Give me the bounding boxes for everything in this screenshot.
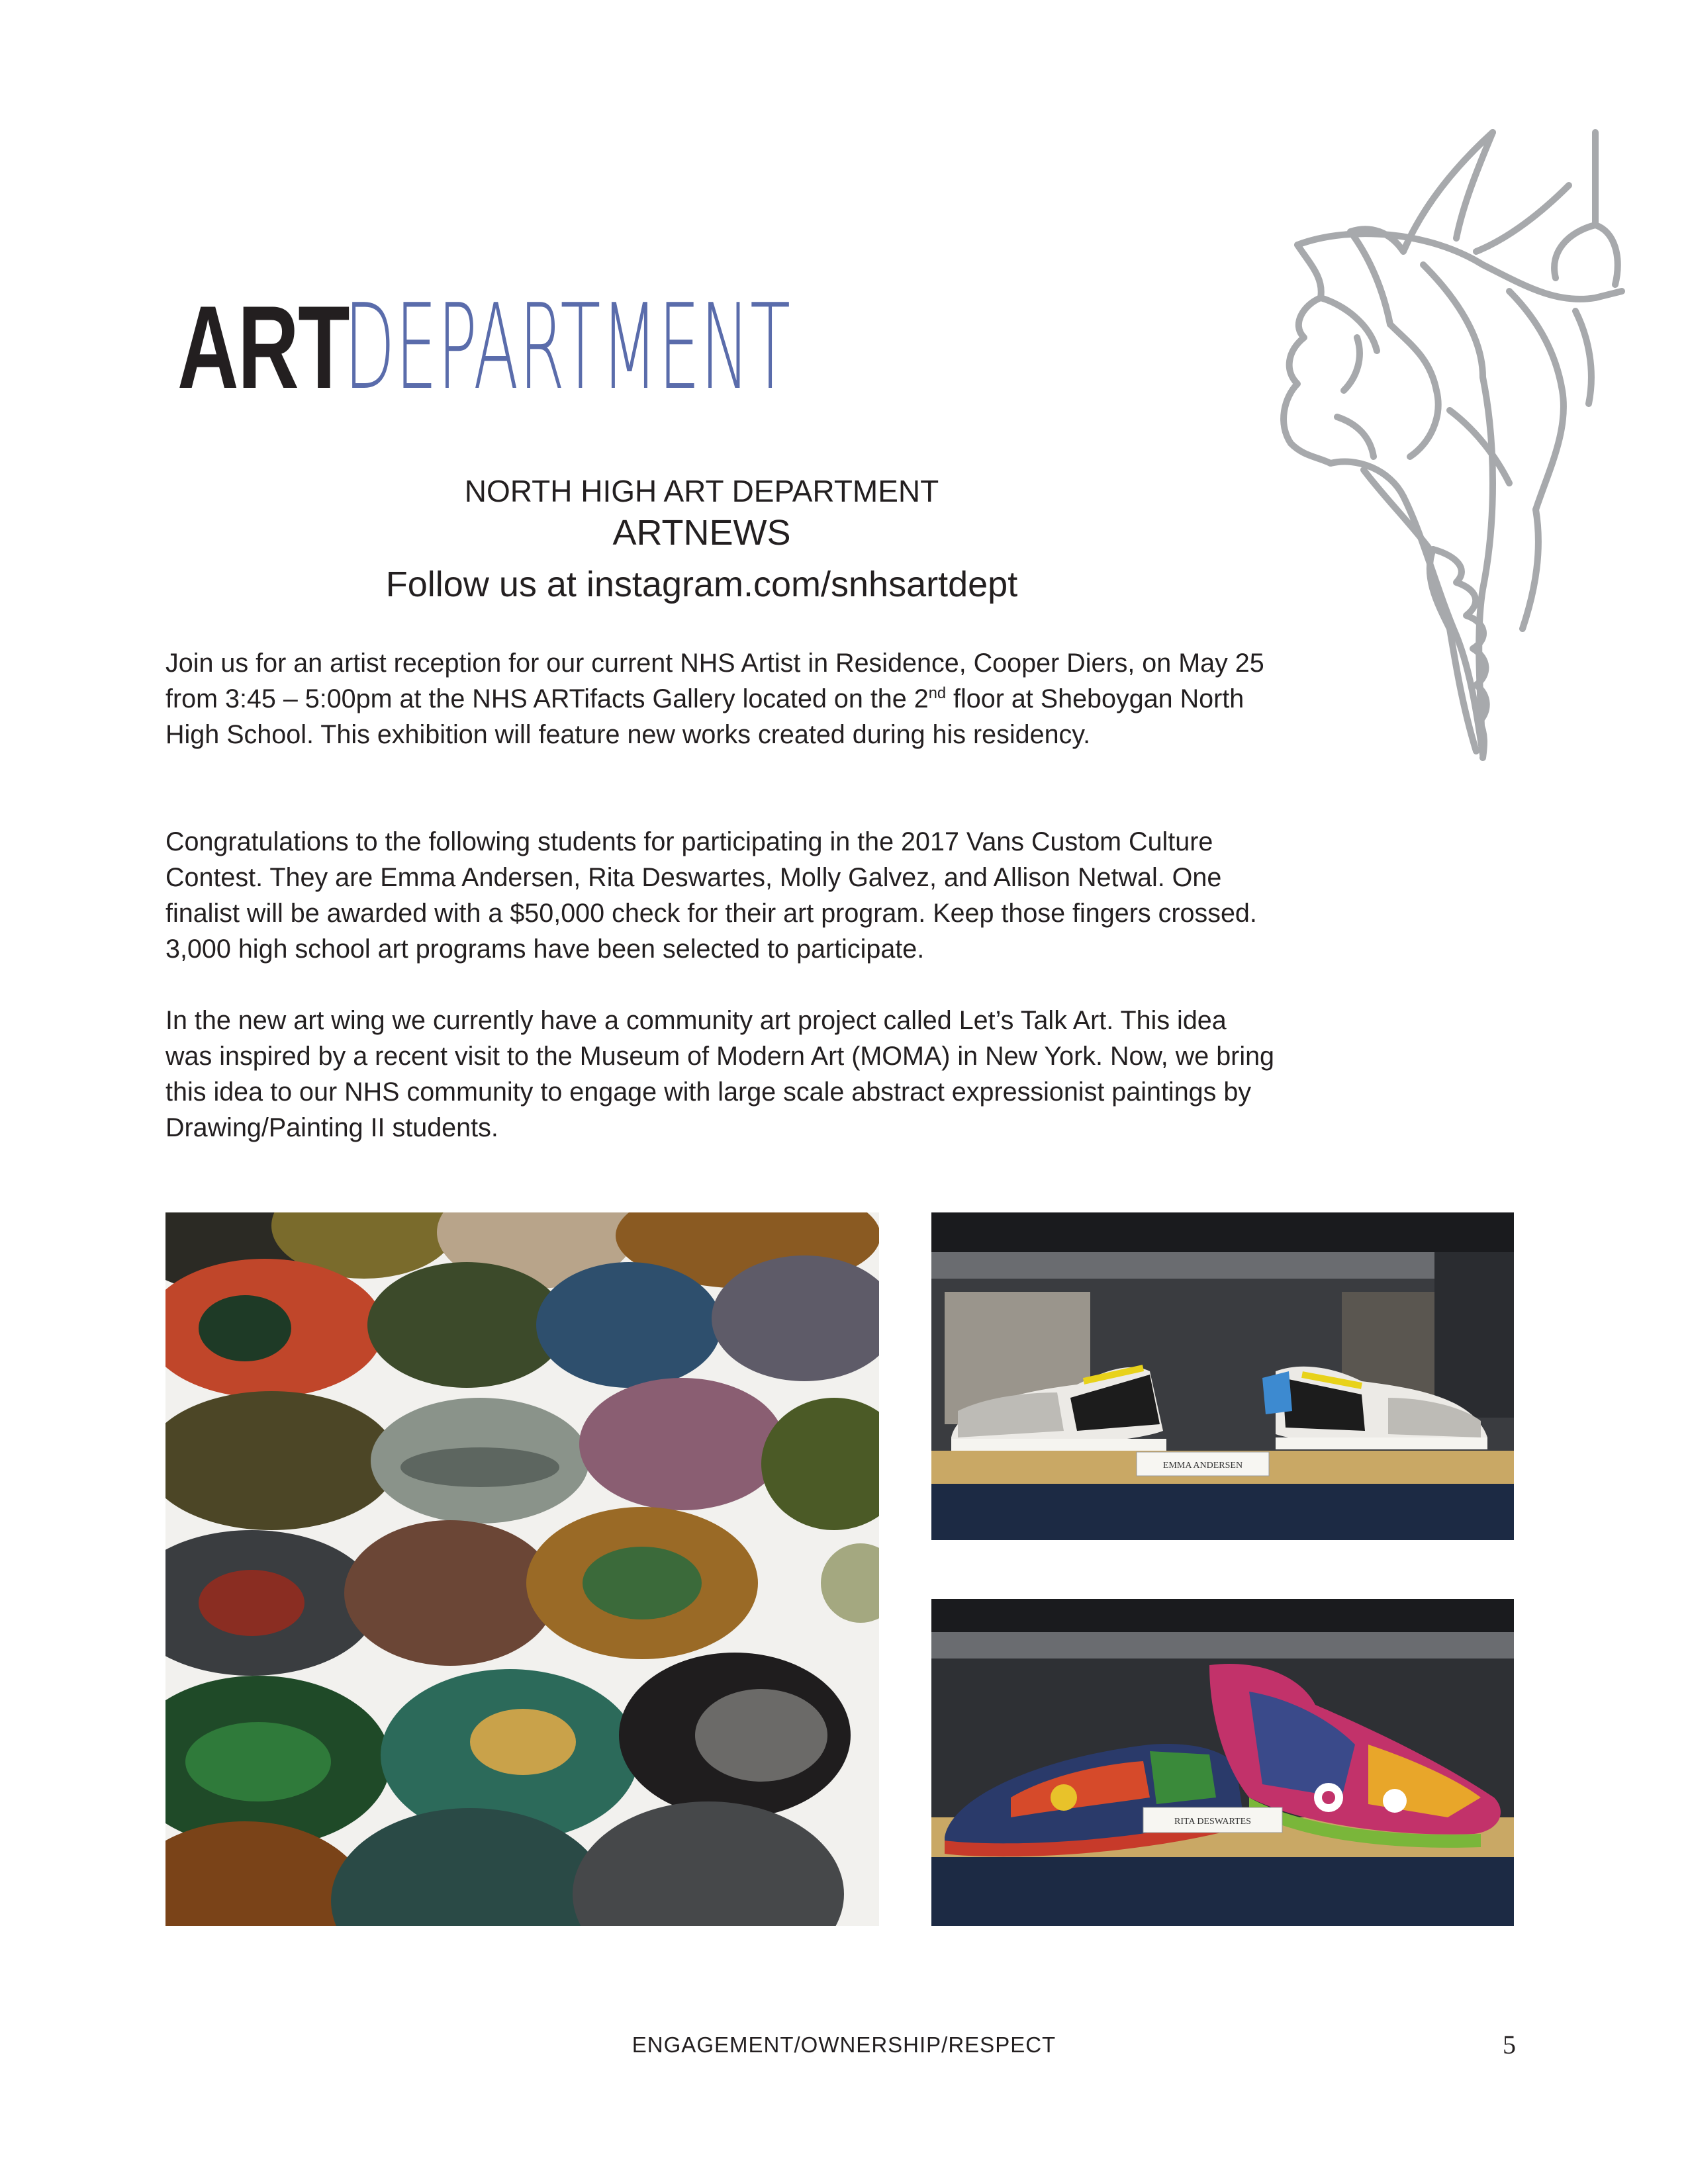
paragraph-lets-talk-art: In the new art wing we currently have a community art project called Let’s Talk Art. This idea was inspired by a recent visit to the Museum of Modern Art (MOMA) in New York. Now, we bring this idea to our NHS community to engage with large scale abstract expressionist paintings by Drawing/Painting II students. (165, 1006, 1275, 1142)
paragraph-vans-contest: Congratulations to the following students for participating in the 2017 Vans Custom Culture Contest. They are Emma Andersen, Rita Deswartes, Molly Galvez, and Allison Netwal. One finalist will be awarded with a $50,000 check for their art program. Keep those fingers crossed. 3,000 high school art programs have been selected to participate. (165, 827, 1257, 964)
page-heading (177, 279, 953, 416)
shoe-label-rita: RITA DESWARTES (1174, 1817, 1251, 1827)
page-number: 5 (1503, 2030, 1516, 2060)
ordinal-suffix: nd (928, 684, 947, 702)
paragraph-artist-reception: Join us for an artist reception for our current NHS Artist in Residence, Cooper Diers, on May 25 from 3:45 – 5:00pm at the NHS ARTifacts Gallery located on the 2nd floor at Sheboygan North High School. This exhibition will feature new works created during his residency. (165, 649, 1264, 749)
heading-bold-word: ART (177, 281, 350, 413)
instagram-follow-line: Follow us at instagram.com/snhsartdept (385, 565, 1018, 604)
shoe-label-emma: EMMA ANDERSEN (1162, 1461, 1243, 1471)
photo-abstract-oval-paintings (165, 1212, 879, 1926)
photo-vans-shoes-emma-andersen (931, 1212, 1514, 1540)
viking-mascot-logo (1258, 126, 1628, 781)
department-title: NORTH HIGH ART DEPARTMENT (464, 474, 939, 508)
heading-light-word: DEPARTMENT (344, 279, 791, 416)
newsletter-title: ARTNEWS (612, 513, 791, 553)
footer-motto: ENGAGEMENT/OWNERSHIP/RESPECT (632, 2032, 1056, 2057)
photo-vans-shoes-rita-deswartes (931, 1599, 1514, 1926)
